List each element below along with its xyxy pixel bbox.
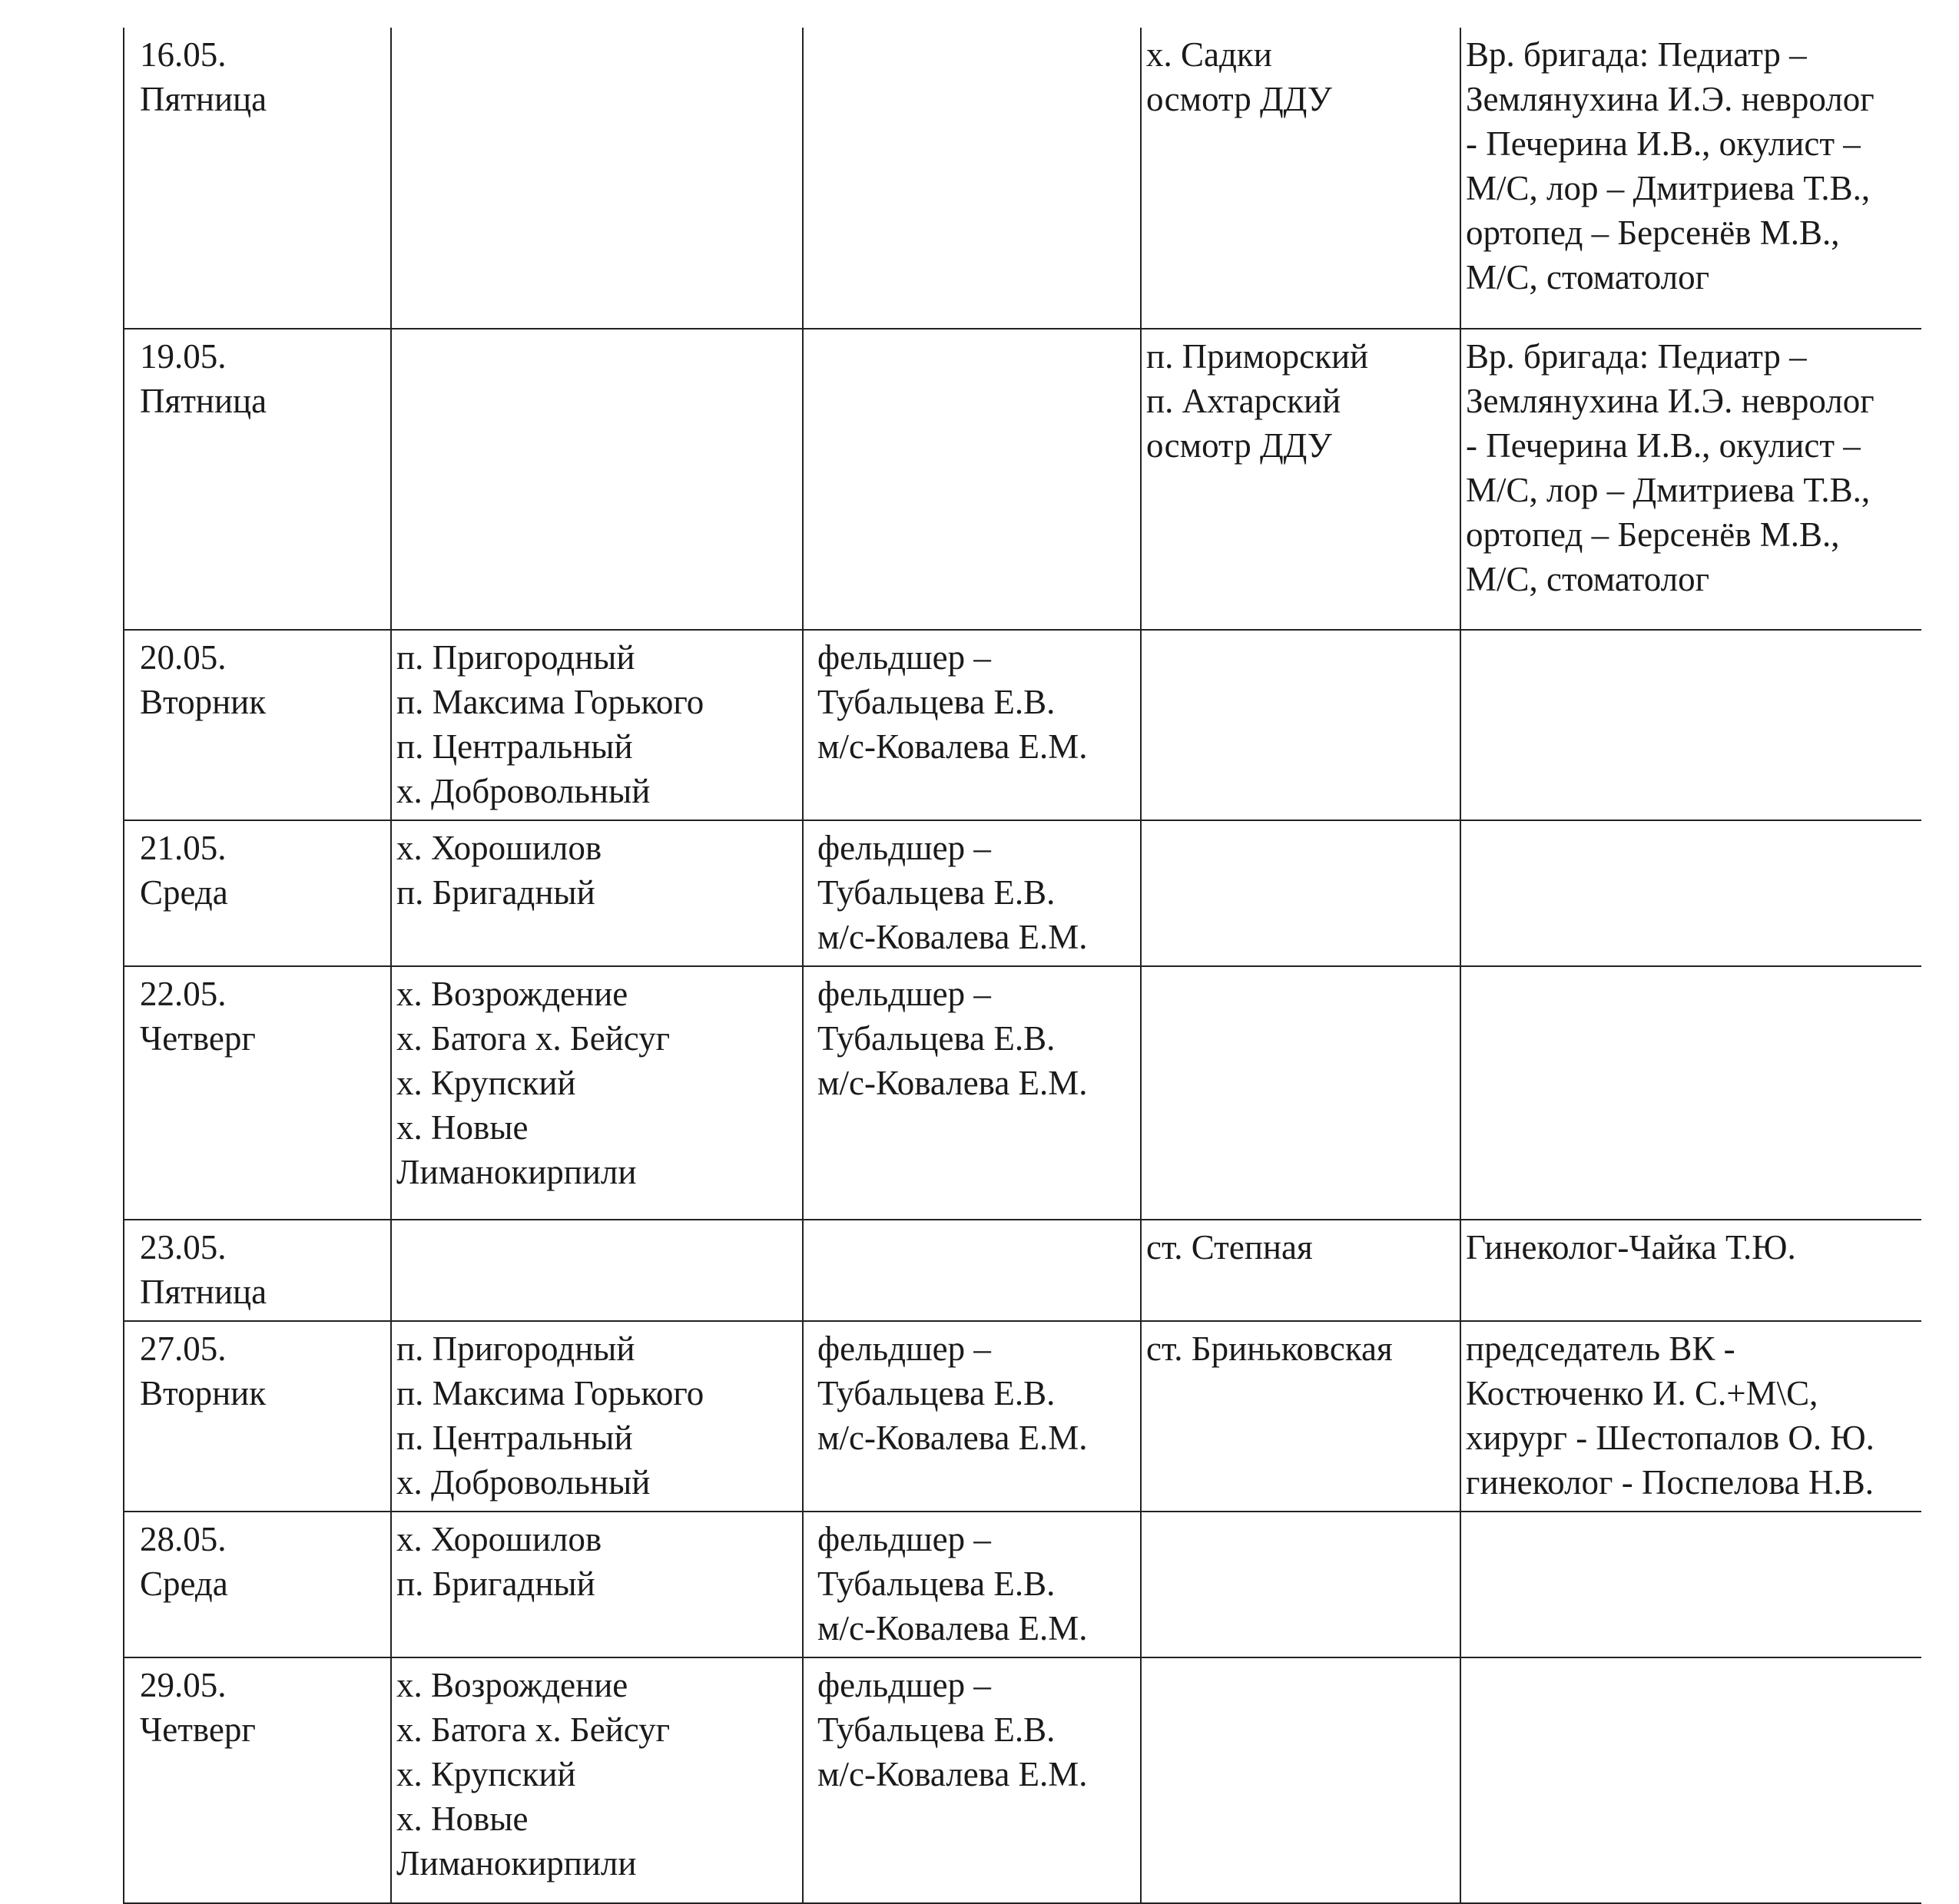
settlements-cell: х. Возрождение х. Батога х. Бейсуг х. Крупский х. Новые Лиманокирпили (391, 1657, 803, 1903)
settlements-cell: х. Хорошилов п. Бригадный (391, 820, 803, 966)
table-row (124, 966, 1921, 1220)
staff2-cell (1460, 966, 1921, 1220)
settlements-cell (391, 28, 803, 329)
date-cell: 16.05. Пятница (124, 28, 391, 329)
table-row (124, 1321, 1921, 1512)
date-cell: 22.05. Четверг (124, 966, 391, 1220)
staff-cell: фельдшер – Тубальцева Е.В. м/с-Ковалева Е.М. (803, 1321, 1141, 1512)
schedule-table (123, 28, 1921, 1904)
staff2-cell (1460, 1512, 1921, 1657)
staff2-cell (1460, 820, 1921, 966)
staff-cell: фельдшер – Тубальцева Е.В. м/с-Ковалева Е.М. (803, 820, 1141, 966)
staff2-cell (1460, 630, 1921, 820)
settlements-cell (391, 329, 803, 630)
date-cell: 29.05. Четверг (124, 1657, 391, 1903)
settlements2-cell (1141, 820, 1460, 966)
table-row (124, 1657, 1921, 1903)
staff-cell: фельдшер – Тубальцева Е.В. м/с-Ковалева Е.М. (803, 1512, 1141, 1657)
staff-cell: фельдшер – Тубальцева Е.В. м/с-Ковалева Е.М. (803, 966, 1141, 1220)
settlements2-cell: х. Садки осмотр ДДУ (1141, 28, 1460, 329)
settlements-cell (391, 1220, 803, 1321)
settlements-cell: х. Хорошилов п. Бригадный (391, 1512, 803, 1657)
settlements2-cell (1141, 1657, 1460, 1903)
date-cell: 27.05. Вторник (124, 1321, 391, 1512)
staff-cell: фельдшер – Тубальцева Е.В. м/с-Ковалева Е.М. (803, 1657, 1141, 1903)
staff2-cell: Вр. бригада: Педиатр – Землянухина И.Э. невролог - Печерина И.В., окулист – М/С, лор – Дмитриева Т.В., ортопед – Берсенёв М.В., М/С, стоматолог (1460, 28, 1921, 329)
table-row (124, 329, 1921, 630)
table-row (124, 1512, 1921, 1657)
date-cell: 19.05. Пятница (124, 329, 391, 630)
settlements2-cell: ст. Бриньковская (1141, 1321, 1460, 1512)
table-row (124, 1220, 1921, 1321)
settlements2-cell (1141, 630, 1460, 820)
table-row (124, 28, 1921, 329)
settlements2-cell (1141, 966, 1460, 1220)
date-cell: 28.05. Среда (124, 1512, 391, 1657)
staff2-cell: Вр. бригада: Педиатр – Землянухина И.Э. невролог - Печерина И.В., окулист – М/С, лор – Дмитриева Т.В., ортопед – Берсенёв М.В., М/С, стоматолог (1460, 329, 1921, 630)
settlements2-cell (1141, 1512, 1460, 1657)
staff2-cell: Гинеколог-Чайка Т.Ю. (1460, 1220, 1921, 1321)
date-cell: 23.05. Пятница (124, 1220, 391, 1321)
table-row (124, 820, 1921, 966)
settlements2-cell: п. Приморский п. Ахтарский осмотр ДДУ (1141, 329, 1460, 630)
settlements-cell: х. Возрождение х. Батога х. Бейсуг х. Крупский х. Новые Лиманокирпили (391, 966, 803, 1220)
staff2-cell: председатель ВК - Костюченко И. С.+М\С, хирург - Шестопалов О. Ю. гинеколог - Поспелова Н.В. (1460, 1321, 1921, 1512)
staff-cell (803, 1220, 1141, 1321)
staff-cell: фельдшер – Тубальцева Е.В. м/с-Ковалева Е.М. (803, 630, 1141, 820)
staff-cell (803, 28, 1141, 329)
table-row (124, 630, 1921, 820)
schedule-sheet (123, 28, 1921, 1904)
settlements-cell: п. Пригородный п. Максима Горького п. Центральный х. Добровольный (391, 1321, 803, 1512)
staff2-cell (1460, 1657, 1921, 1903)
settlements-cell: п. Пригородный п. Максима Горького п. Центральный х. Добровольный (391, 630, 803, 820)
date-cell: 21.05. Среда (124, 820, 391, 966)
staff-cell (803, 329, 1141, 630)
settlements2-cell: ст. Степная (1141, 1220, 1460, 1321)
date-cell: 20.05. Вторник (124, 630, 391, 820)
